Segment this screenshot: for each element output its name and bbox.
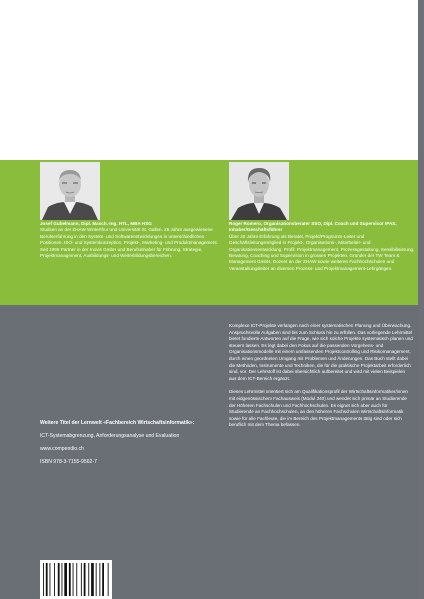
author-photo-left xyxy=(40,162,100,220)
publisher-url[interactable]: www.compendio.ch xyxy=(40,446,84,452)
author-bio-right xyxy=(229,221,415,272)
author-photo-right xyxy=(229,162,289,220)
author-name-right: Roger Romero, Organisationsberater SSO, Dipl. Coach und Supervisor IPAS, Inhaber/Geschäftsführer xyxy=(229,221,397,233)
isbn-text: ISBN 978-3-7155-9562-7 xyxy=(40,459,97,465)
isbn-barcode xyxy=(40,560,112,599)
top-white-area xyxy=(0,0,424,160)
description-paragraph-1: Komplexe ICT-Projekte verlangen nach einer systematischen Planung und Überwachung. Anspruchsvolle Aufgaben sind bis zum Schluss hin zu erfüllen. Das vorliegende Lehrmittel bietet fundierte Antworten auf die Frage, wie sich solche Projekte systematisch planen und steuern lassen. Es legt dabei den Fokus auf die passenden Vorgehens- und Organisationsmodelle mit einem umfassenden Projektcontrolling und Risikomanagement, durch einen geordneten Umgang mit Problemen und Änderungen. Das Buch stellt dabei die Methoden, Instrumente und Techniken, die für die praktische Projektarbeit erforderlich sind, vor. Der Lehrstoff ist dabei übersichtlich aufbereitet und wird mit vielen Beispielen aus dem ICT-Bereich ergänzt. xyxy=(229,323,413,381)
author-bio-left xyxy=(40,221,226,259)
book-description xyxy=(229,323,413,436)
description-paragraph-2: Dieses Lehrmittel orientiert sich am Qualifikationsprofil der Wirtschaftsinformatiker/innen mit eidgenössischem Fachausweis (Modul 340) und wendet sich primär an Studierende der Höheren Fachschulen und Fachhochschulen. Es eignet sich aber auch für Studierende an Fachhochschulen, an den höheren Fachschulen Wirtschaftsinformatik sowie für alle Fachleute, die im Bereich des Projektmanagements tätig sind oder sich beruflich mit dem Thema befassen. xyxy=(229,389,408,428)
author-name-left: Josef Gubelmann, Dipl. Masch.-Ing. HTL, MBA HSG xyxy=(40,221,152,226)
author-text-left: Studium an der ZHAW Winterthur und Universität St. Gallen. 25 Jahre ausgewiesene Berufserfahrung in den System- und Softwareentwicklungen in unterschiedlichen Positionen. ISO- und Systemkonzeption, Projekt-, Marketing- und Produktmanagement. Seit 1996 Partner in der Inovis GmbH und Berufsinhaber für Führung, Strategie, Projektmanagement, Ausbildungs- und Weiterbildungsbereichen. xyxy=(40,227,218,259)
further-titles-list: ICT-Systemabgrenzung, Anforderungsanalyse und Evaluation xyxy=(40,433,180,439)
further-titles-heading: Weitere Titel der Lernwelt «Fachbereich Wirtschaftsinformatik»: xyxy=(40,420,195,426)
author-text-right: Über 20 Jahre Erfahrung als Berater, Projekt/Programm-Leiter und Geschäftsleitungsmitglied in Projekt-, Organisations-, Mitarbeiter- und Organisationsentwicklung. Profil: Projektmanagement, Prozessgestaltung, Sensibilisierung, Beratung, Coaching und Supervision in grossen Projekten. Gründer der TW Team & Management GmbH, Dozent an der ZHAW sowie weiteren Fachhochschulen und Veranstaltungsleiter an diversen Prozess- und Projektmanagement-Lehrgängen. xyxy=(229,233,415,271)
further-titles xyxy=(40,420,205,466)
spine-edge-bar xyxy=(418,0,424,599)
